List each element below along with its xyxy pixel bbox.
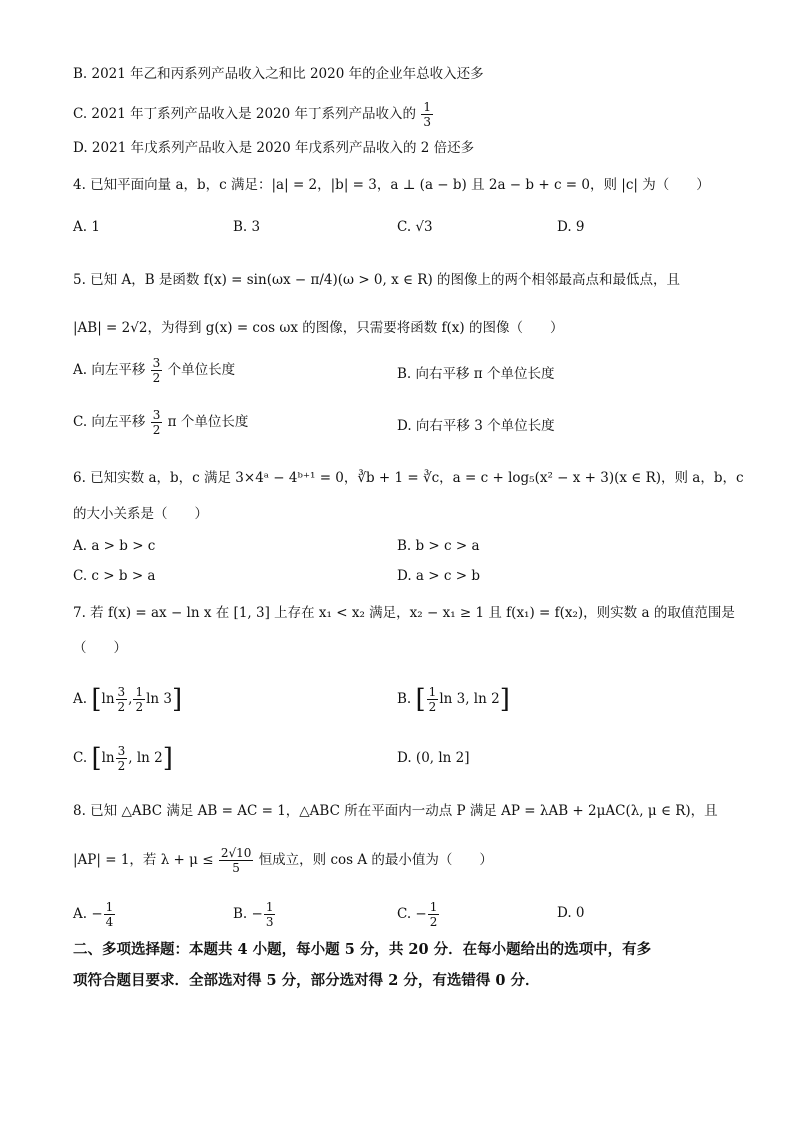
q8-stem-denominator: 5 bbox=[232, 861, 240, 875]
q7-option-b-close-bracket: ] bbox=[499, 684, 510, 715]
q5-option-a-fraction bbox=[151, 356, 163, 385]
q8-option-d: D. 0 bbox=[557, 905, 585, 921]
q8-option-a-numerator: 1 bbox=[105, 900, 114, 914]
q4-option-b: B. 3 bbox=[233, 219, 261, 235]
q7-option-c-open-bracket: [ bbox=[91, 743, 102, 774]
q7-option-c-close-bracket: ] bbox=[162, 743, 173, 774]
q6-option-b: B. b > c > a bbox=[397, 538, 480, 554]
q5-option-a-prefix: A. 向左平移 bbox=[73, 362, 146, 378]
q7-option-c-label: C. bbox=[73, 750, 88, 766]
q8-option-b-prefix: B. − bbox=[233, 906, 263, 922]
q7-option-b: B. [ $\frac{1}{2}$ ln 3, ln 2] bbox=[397, 684, 510, 715]
q8-stem-line2-suffix: 恒成立，则 cos A 的最小值为（ ） bbox=[258, 852, 493, 868]
q8-option-a-prefix: A. − bbox=[73, 906, 103, 922]
q3-option-c-denominator: 3 bbox=[423, 115, 431, 129]
q5-option-c bbox=[73, 408, 248, 437]
q8-option-c-prefix: C. − bbox=[397, 906, 427, 922]
q7-option-b-body: ln 3, ln 2 bbox=[439, 691, 500, 707]
q5-stem-line1: 5. 已知 A，B 是函数 f(x) = sin(ωx − π/4)(ω > 0, x ∈ R) 的图像上的两个相邻最高点和最低点，且 bbox=[73, 272, 681, 288]
q5-stem-line2: |AB| = 2√2，为得到 g(x) = cos ωx 的图像，只需要将函数 f(x) 的图像（ ） bbox=[73, 320, 564, 336]
q8-option-b-fraction bbox=[264, 900, 276, 929]
q8-option-c-denominator: 2 bbox=[429, 915, 438, 929]
q8-option-b bbox=[233, 900, 276, 929]
q7-stem-line2: （ ） bbox=[73, 640, 127, 656]
q5-option-c-prefix: C. 向左平移 bbox=[73, 414, 146, 430]
q6-option-a: A. a > b > c bbox=[73, 538, 156, 554]
q5-option-a-denominator: 2 bbox=[152, 371, 161, 385]
section2-heading-line1: 二、多项选择题：本题共 4 小题，每小题 5 分，共 20 分．在每小题给出的选项中，有多 bbox=[73, 941, 652, 958]
q5-option-c-denominator: 2 bbox=[152, 423, 161, 437]
section2-heading-line2: 项符合题目要求．全部选对得 5 分，部分选对得 2 分，有选错得 0 分． bbox=[73, 972, 540, 989]
q8-option-a-fraction bbox=[104, 900, 116, 929]
q8-stem-line2 bbox=[73, 846, 493, 875]
q8-option-c bbox=[397, 900, 440, 929]
q5-option-a bbox=[73, 356, 235, 385]
q7-stem-line1: 7. 若 f(x) = ax − ln x 在 [1, 3] 上存在 x₁ < x₂ 满足，x₂ − x₁ ≥ 1 且 f(x₁) = f(x₂)，则实数 a 的取值范围是 bbox=[73, 605, 735, 621]
q4-option-c: C. √3 bbox=[397, 219, 433, 235]
q4-stem: 4. 已知平面向量 a，b，c 满足：|a| = 2，|b| = 3，a ⊥ (a − b) 且 2a − b + c = 0，则 |c| 为（ ） bbox=[73, 177, 710, 193]
q8-stem-line2-prefix: |AP| = 1，若 λ + μ ≤ bbox=[73, 852, 214, 868]
q8-option-b-numerator: 1 bbox=[265, 900, 274, 914]
q3-option-c bbox=[73, 100, 434, 129]
q3-option-c-text: C. 2021 年丁系列产品收入是 2020 年丁系列产品收入的 bbox=[73, 106, 417, 122]
q7-option-a-open-bracket: [ bbox=[91, 684, 102, 715]
q7-option-b-label: B. bbox=[397, 691, 412, 707]
q5-option-c-numerator: 3 bbox=[152, 408, 161, 422]
q7-option-a-ln1: ln bbox=[101, 691, 115, 707]
q8-option-a bbox=[73, 900, 116, 929]
q7-option-a-ln2: ln 3 bbox=[146, 691, 172, 707]
q8-option-c-fraction bbox=[428, 900, 440, 929]
q5-option-a-suffix: 个单位长度 bbox=[167, 362, 236, 378]
q7-option-a: A. [ln $\frac{3}{2}$ , $\frac{1}{2}$ ln 3] bbox=[73, 684, 183, 715]
q7-option-a-label: A. bbox=[73, 691, 88, 707]
q6-option-c: C. c > b > a bbox=[73, 568, 156, 584]
q4-option-a: A. 1 bbox=[73, 219, 100, 235]
q7-option-d: D. (0, ln 2] bbox=[397, 750, 470, 766]
q8-option-a-denominator: 4 bbox=[105, 915, 114, 929]
q5-option-b: B. 向右平移 π 个单位长度 bbox=[397, 366, 555, 382]
q7-option-c: C. [ln $\frac{3}{2}$ , ln 2] bbox=[73, 743, 173, 774]
q6-stem-line2: 的大小关系是（ ） bbox=[73, 506, 208, 522]
q7-option-c-ln: ln bbox=[101, 750, 115, 766]
q5-option-d: D. 向右平移 3 个单位长度 bbox=[397, 418, 555, 434]
q7-option-a-close-bracket: ] bbox=[172, 684, 183, 715]
q8-stem-line1: 8. 已知 △ABC 满足 AB = AC = 1，△ABC 所在平面内一动点 P 满足 AP = λAB + 2μAC(λ, μ ∈ R)，且 bbox=[73, 803, 718, 819]
q3-option-c-fraction bbox=[421, 100, 433, 129]
q5-option-c-fraction bbox=[151, 408, 163, 437]
q8-option-b-denominator: 3 bbox=[265, 915, 274, 929]
q3-option-d: D. 2021 年戊系列产品收入是 2020 年戊系列产品收入的 2 倍还多 bbox=[73, 140, 475, 156]
q5-option-c-suffix: π 个单位长度 bbox=[167, 414, 249, 430]
q8-option-c-numerator: 1 bbox=[429, 900, 438, 914]
q3-option-c-numerator: 1 bbox=[423, 100, 431, 114]
q6-option-d: D. a > c > b bbox=[397, 568, 480, 584]
q6-stem-line1: 6. 已知实数 a，b，c 满足 3×4ᵃ − 4ᵇ⁺¹ = 0，∛b + 1 = ∛c，a = c + log₅(x² − x + 3)(x ∈ R)，则 a，b，c bbox=[73, 470, 744, 486]
q3-option-b: B. 2021 年乙和丙系列产品收入之和比 2020 年的企业年总收入还多 bbox=[73, 66, 484, 82]
q7-option-c-tail: , ln 2 bbox=[128, 750, 163, 766]
q8-stem-numerator: 2√10 bbox=[220, 846, 252, 860]
q8-stem-fraction bbox=[219, 846, 254, 875]
q5-option-a-numerator: 3 bbox=[152, 356, 161, 370]
q4-option-d: D. 9 bbox=[557, 219, 585, 235]
q7-option-b-open-bracket: [ bbox=[415, 684, 426, 715]
